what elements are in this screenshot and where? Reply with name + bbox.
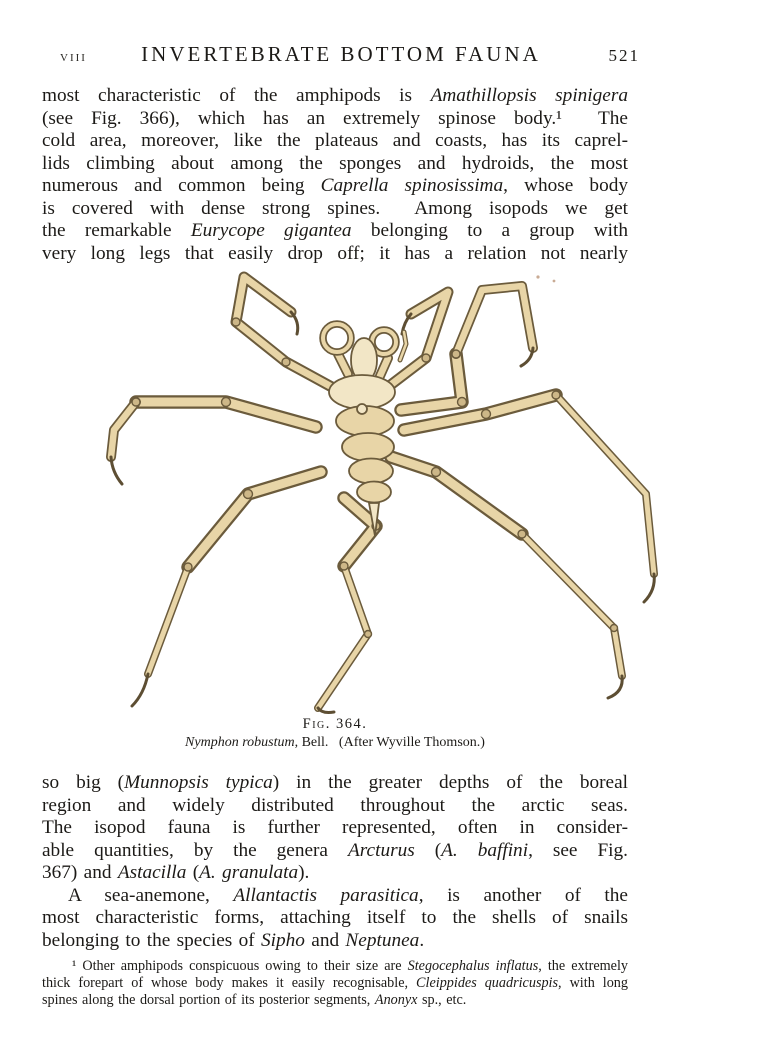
text-line: lids climbing about among the sponges and hydroids, the most: [42, 152, 628, 174]
text-line: so big (Munnopsis typica) in the greater depths of the boreal: [42, 772, 628, 793]
page-number: 521: [608, 46, 640, 65]
running-header: [42, 42, 640, 68]
text-line: cold area, moreover, like the plateaus and coasts, has its caprel-: [42, 130, 628, 152]
text-line: numerous and common being Caprella spinosissima, whose body: [42, 175, 628, 197]
footnote-block: [42, 958, 628, 1009]
text-line: able quantities, by the genera Arcturus (A. baffini, see Fig.: [42, 839, 628, 861]
text-line: 367) and Astacilla (A. granulata).: [42, 862, 310, 884]
text-line: spines along the dorsal portion of its posterior segments, Anonyx sp., etc.: [42, 991, 467, 1008]
paragraph-isopods: [42, 772, 628, 885]
sea-spider-illustration: [86, 262, 670, 714]
footnote-other-amphipods: [42, 958, 628, 1009]
text-line: A sea-anemone, Allantactis parasitica, is another of the: [68, 884, 628, 906]
scan-speck: [536, 275, 539, 278]
text-line: belonging to the species of Sipho and Neptunea.: [42, 929, 425, 951]
text-block-below-figure: [42, 772, 628, 952]
scan-speck: [553, 280, 556, 283]
text-block-above-figure: [42, 85, 628, 265]
leg-far-right: [404, 395, 654, 602]
text-line: the remarkable Eurycope gigantea belonging to a group with: [42, 220, 628, 242]
paragraph-amphipods: [42, 85, 628, 265]
leg-bottom-right: [391, 457, 622, 698]
page-title: INVERTEBRATE BOTTOM FAUNA: [141, 42, 541, 66]
text-line: ¹ Other amphipods conspicuous owing to their size are Stegocephalus inflatus, the extremely: [72, 958, 628, 974]
chapter-marker: VIII: [60, 52, 87, 64]
text-line: most characteristic forms, attaching itself to the shells of snails: [42, 907, 628, 929]
figure-caption-text: Nymphon robustum, Bell. (After Wyville Thomson.): [185, 735, 485, 750]
text-line: thick forepart of whose body makes it easily recognisable, Cleippides quadricuspis, with long: [42, 974, 628, 991]
text-line: most characteristic of the amphipods is Amathillopsis spinigera: [42, 85, 629, 106]
figure-label: Fig. 364.: [302, 716, 368, 732]
leg-far-left: [111, 402, 316, 484]
text-line: region and widely distributed throughout the arctic seas.: [42, 794, 628, 816]
paragraph-sea-anemone: [42, 885, 628, 953]
text-line: The isopod fauna is further represented, often in consider-: [42, 817, 628, 839]
text-line: is covered with dense strong spines. Among isopods we get: [42, 197, 628, 219]
leg-bottom-left: [132, 472, 321, 706]
text-line: very long legs that easily drop off; it has a relation not nearly: [42, 242, 628, 264]
figure-364: [86, 262, 670, 714]
figure-caption: [42, 715, 628, 752]
leg-bottom-mid-left: [318, 498, 376, 713]
spider-body: [323, 324, 406, 536]
text-line: (see Fig. 366), which has an extremely spinose body.¹ The: [42, 107, 628, 129]
